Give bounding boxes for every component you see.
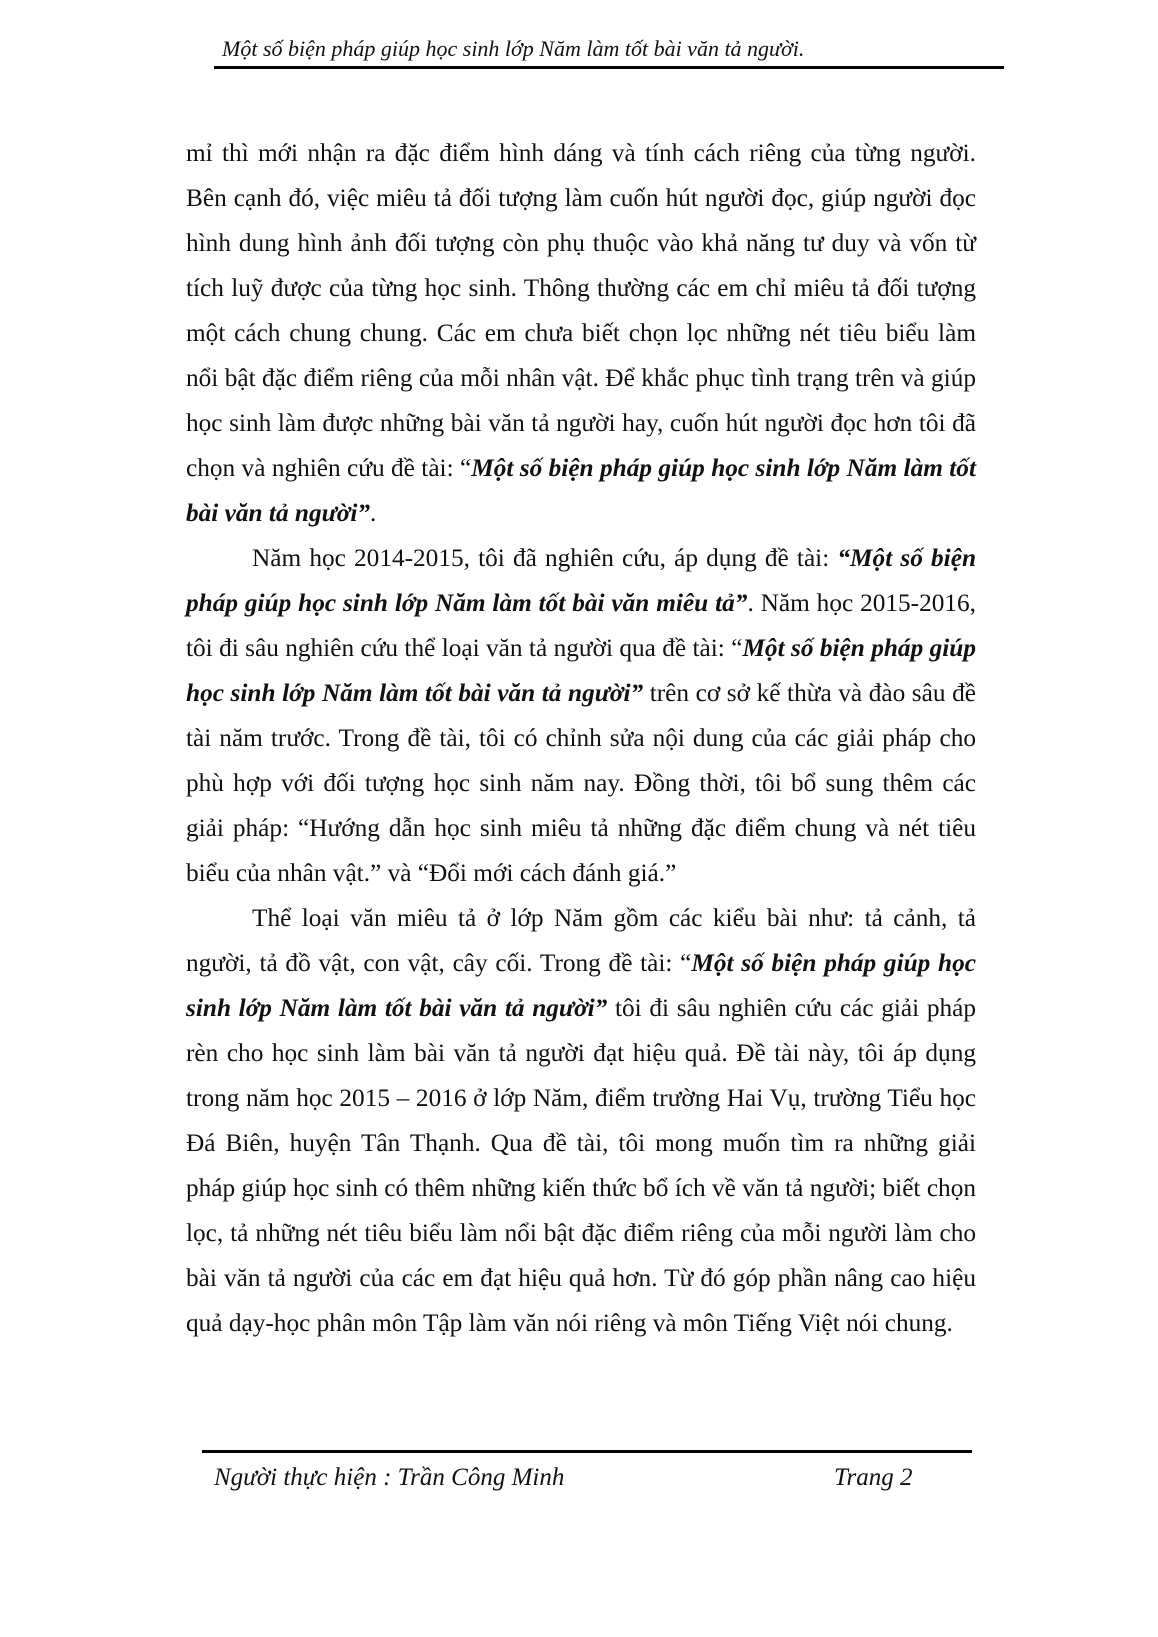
footer-rule <box>202 1450 972 1453</box>
paragraph-2-text-3: trên cơ sở kế thừa và đào sâu đề tài năm trước. Trong đề tài, tôi có chỉnh sửa nội dung của các giải pháp cho phù hợp với đối tượng học sinh năm nay. Đồng thời, tôi bổ sung thêm các giải pháp: “Hướng dẫn học sinh miêu tả những đặc điểm chung và nét tiêu biểu của nhân vật.” và “Đổi mới cách đánh giá.” <box>186 679 976 887</box>
paragraph-2-title-emphasis-1: “Một số biện pháp giúp học sinh lớp Năm làm tốt bài văn miêu tả” <box>186 544 977 617</box>
paragraph-3-title-emphasis: Một số biện pháp giúp học sinh lớp Năm làm tốt bài văn tả người” <box>186 949 976 1022</box>
running-header: Một số biện pháp giúp học sinh lớp Năm làm tốt bài văn tả người. <box>222 36 805 61</box>
paragraph-2 <box>186 536 976 896</box>
paragraph-1-text: mỉ thì mới nhận ra đặc điểm hình dáng và tính cách riêng của từng người. Bên cạnh đó, việc miêu tả đối tượng làm cuốn hút người đọc, giúp người đọc hình dung hình ảnh đối tượng còn phụ thuộc vào khả năng tư duy và vốn từ tích luỹ được của từng học sinh. Thông thường các em chỉ miêu tả đối tượng một cách chung chung. Các em chưa biết chọn lọc những nét tiêu biểu làm nổi bật đặc điểm riêng của mỗi nhân vật. Để khắc phục tình trạng trên và giúp học sinh làm được những bài văn tả người hay, cuốn hút người đọc hơn tôi đã chọn và nghiên cứu đề tài: “ <box>186 139 976 482</box>
paragraph-1-title-emphasis: Một số biện pháp giúp học sinh lớp Năm làm tốt bài văn tả người” <box>186 454 976 527</box>
paragraph-2-title-emphasis-2: Một số biện pháp giúp học sinh lớp Năm làm tốt bài văn tả người” <box>186 634 976 707</box>
paragraph-1 <box>186 131 976 536</box>
footer-author: Người thực hiện : Trần Công Minh <box>214 1464 565 1491</box>
paragraph-1-end: . <box>370 499 377 527</box>
paragraph-2-text: Năm học 2014-2015, tôi đã nghiên cứu, áp dụng đề tài: <box>252 544 838 572</box>
header-rule <box>214 66 1004 69</box>
paragraph-3 <box>186 896 976 1346</box>
paragraph-3-text: Thể loại văn miêu tả ở lớp Năm gồm các kiểu bài như: tả cảnh, tả người, tả đồ vật, con vật, cây cối. Trong đề tài: “ <box>186 904 976 977</box>
page-number: Trang 2 <box>834 1464 913 1491</box>
paragraph-3-text-2: tôi đi sâu nghiên cứu các giải pháp rèn cho học sinh làm bài văn tả người đạt hiệu quả. Đề tài này, tôi áp dụng trong năm học 2015 – 2016 ở lớp Năm, điểm trường Hai Vụ, trường Tiểu học Đá Biên, huyện Tân Thạnh. Qua đề tài, tôi mong muốn tìm ra những giải pháp giúp học sinh có thêm những kiến thức bổ ích về văn tả người; biết chọn lọc, tả những nét tiêu biểu làm nổi bật đặc điểm riêng của mỗi người làm cho bài văn tả người của các em đạt hiệu quả hơn. Từ đó góp phần nâng cao hiệu quả dạy-học phân môn Tập làm văn nói riêng và môn Tiếng Việt nói chung. <box>186 994 976 1337</box>
document-body <box>186 131 976 1346</box>
paragraph-2-text-2: . Năm học 2015-2016, tôi đi sâu nghiên cứu thể loại văn tả người qua đề tài: “ <box>186 589 977 662</box>
